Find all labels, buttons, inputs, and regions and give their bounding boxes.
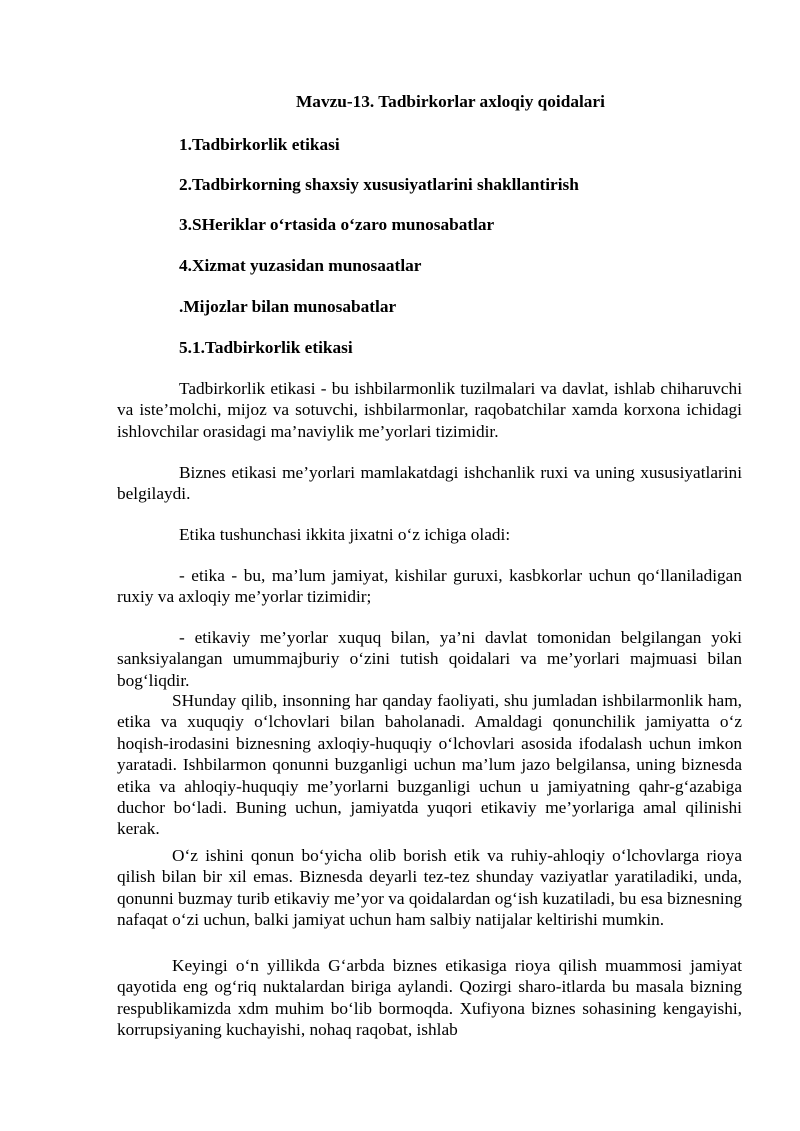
toc-item-1: 1.Tadbirkorlik etikasi [179, 135, 340, 154]
paragraph-ethics-item-1: - etika - bu, ma’lum jamiyat, kishilar guruxi, kasbkorlar uchun qo‘llaniladigan ruxiy va axloqiy me’yorlar tizimidir; [117, 566, 742, 607]
toc-item-2: 2.Tadbirkorning shaxsiy xususiyatlarini shakllantirish [179, 175, 579, 194]
paragraph-law-vs-ethics: O‘z ishini qonun bo‘yicha olib borish etik va ruhiy-ahloqiy o‘lchovlarga rioya qilish bilan bir xil emas. Biznesda deyarli tez-tez shunday vaziyatlar yaratiladiki, unda, qonunni buzmay turib etikaviy me’yor va qoidalardan og‘ish kuzatiladi, bu esa biznesning nafaqat o‘zi uchun, balki jamiyat uchun ham salbiy natijalar keltirishi mumkin. [117, 846, 742, 930]
paragraph-evaluation: SHunday qilib, insonning har qanday faoliyati, shu jumladan ishbilarmonlik ham, etika va xuquqiy o‘lchovlari bilan baholanadi. Amaldagi qonunchilik jamiyatta o‘z hoqish-irodasini biznesning axloqiy-huquqiy o‘lchovlari asosida ifodalash uchun imkon yaratadi. Ishbilarmon qonunni buzganligi uchun ma’lum jazo belgilansa, uning biznesda etika va ahloqiy-huquqiy me’yorlarni buzganligi uchun u jamiyatning qahr-g‘azabiga duchor bo‘ladi. Buning uchun, jamiyatda yuqori etikaviy me’yorlariga amal qilinishi kerak. [117, 691, 742, 839]
toc-item-3: 3.SHeriklar o‘rtasida o‘zaro munosabatlar [179, 215, 495, 234]
paragraph-ethics-item-2: - etikaviy me’yorlar xuquq bilan, ya’ni davlat tomonidan belgilangan yoki sanksiyalangan umummajburiy o‘zini tutish qoidalari va me’yorlari majmuasi bilan bog‘liqdir. [117, 628, 742, 690]
paragraph-definition: Tadbirkorlik etikasi - bu ishbilarmonlik tuzilmalari va davlat, ishlab chiharuvchi va iste’molchi, mijoz va sotuvchi, ishbilarmonlar, raqobatchilar xamda korxona ichidagi ishlovchilar orasidagi ma’naviylik me’yorlari tizimidir. [117, 379, 742, 441]
paragraph-western-context: Keyingi o‘n yillikda G‘arbda biznes etikasiga rioya qilish muammosi jamiyat qayotida eng og‘riq nuktalardan biriga aylandi. Qozirgi sharo-itlarda bu masala bizning respublikamizda xdm muhim bo‘lib bormoqda. Xufiyona biznes sohasining kengayishi, korrupsiyaning kuchayishi, nohaq raqobat, ishlab [117, 956, 742, 1040]
toc-item-4: 4.Xizmat yuzasidan munosaatlar [179, 256, 422, 275]
toc-item-5: .Mijozlar bilan munosabatlar [179, 297, 397, 316]
paragraph-business-ethics: Biznes etikasi me’yorlari mamlakatdagi ishchanlik ruxi va uning xususiyatlarini belgilaydi. [117, 463, 742, 504]
paragraph-ethics-concept: Etika tushunchasi ikkita jixatni o‘z ichiga oladi: [179, 525, 511, 544]
section-heading: 5.1.Tadbirkorlik etikasi [179, 338, 353, 357]
document-title: Mavzu-13. Tadbirkorlar axloqiy qoidalari [296, 92, 605, 111]
